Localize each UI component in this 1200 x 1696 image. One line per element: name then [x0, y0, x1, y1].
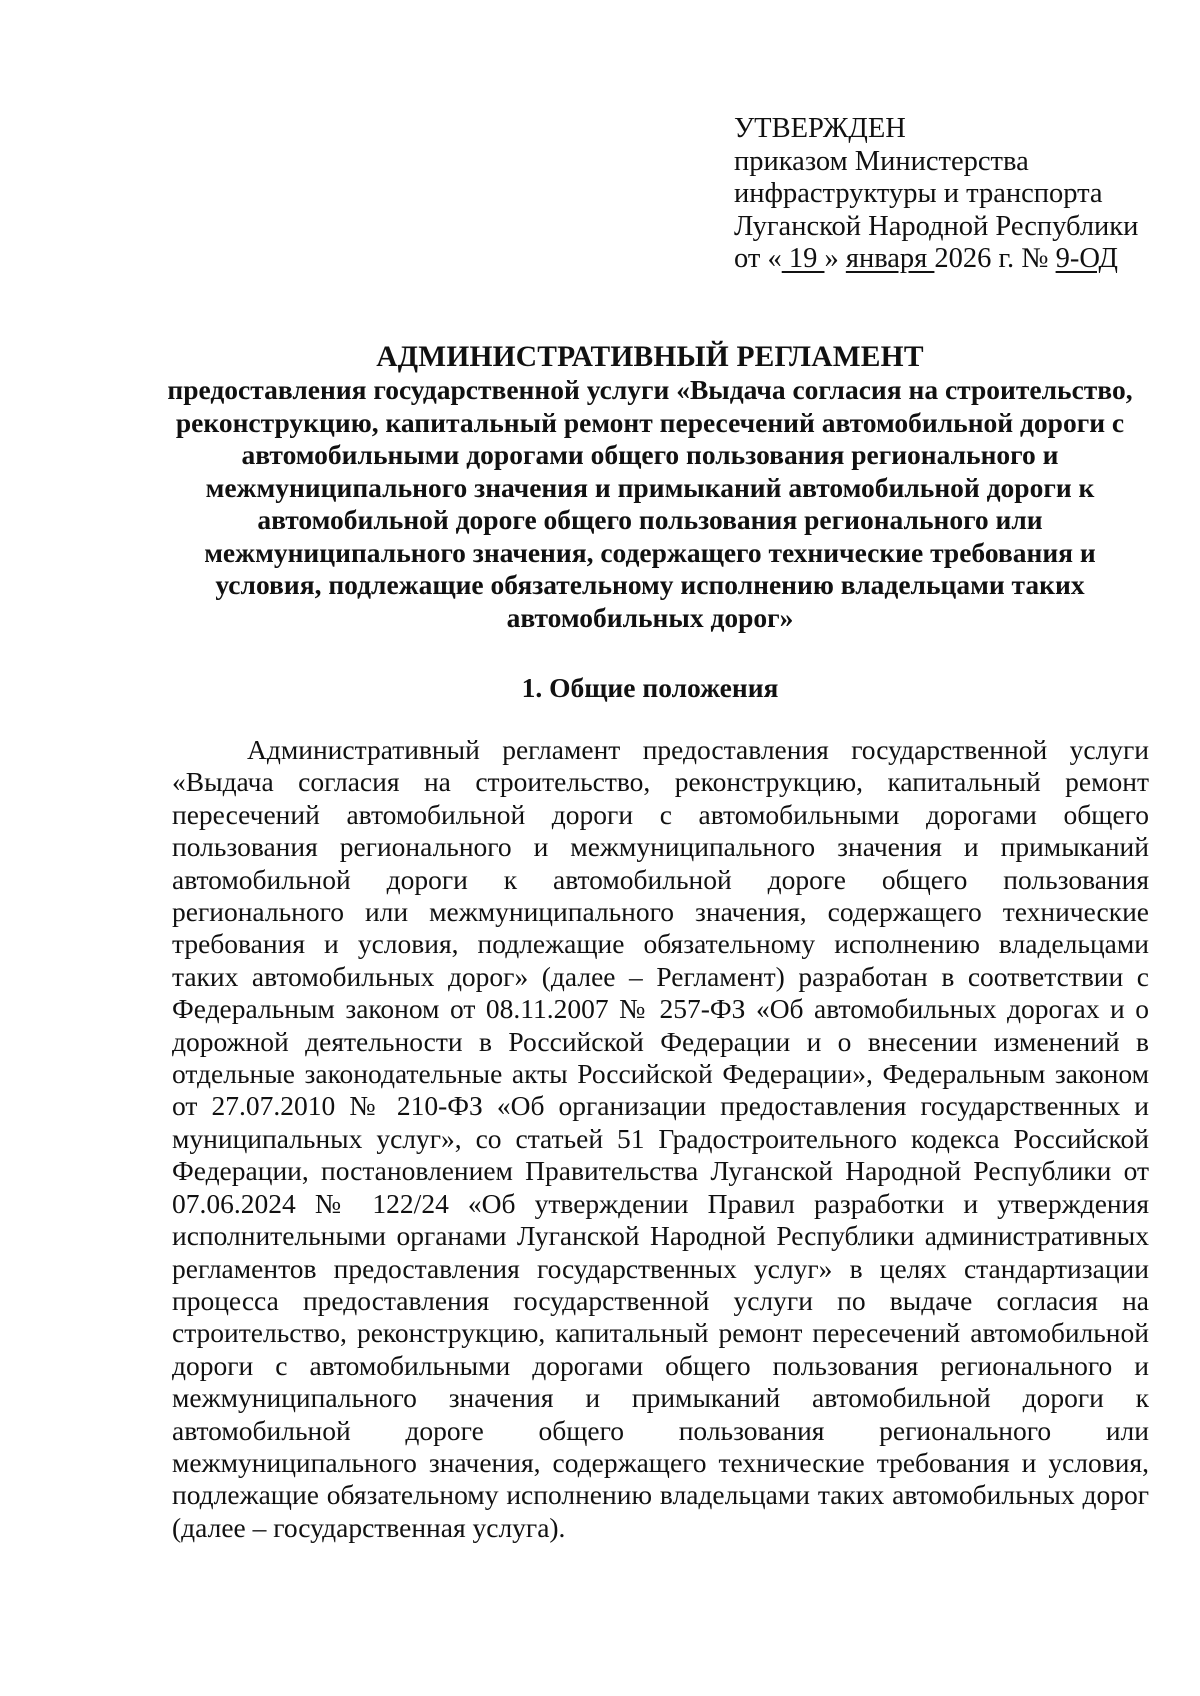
section-heading: 1. Общие положения [521, 672, 779, 703]
date-prefix: от « [734, 243, 782, 274]
approval-order-line: приказом Министерства [734, 145, 1029, 177]
approval-heading: УТВЕРЖДЕН [734, 113, 906, 144]
date-mid: » [824, 243, 846, 274]
date-year: 2026 г. № [934, 243, 1056, 274]
date-day: 19 [781, 243, 825, 274]
approval-ministry-line: инфраструктуры и транспорта [734, 178, 1103, 209]
date-month: января [845, 243, 935, 274]
approval-republic-line: Луганской Народной Республики [734, 210, 1139, 242]
document-title: АДМИНИСТРАТИВНЫЙ РЕГЛАМЕНТ [376, 341, 924, 373]
body-paragraph: Административный регламент предоставления государственной услуги «Выдача согласия на строительство, реконструкцию, капитальный ремонт пересечений автомобильной дороги с автомобильными дорогами общего пользования регионального и межмуниципального значения и примыканий автомобильной дороги к автомобильной дороге общего пользования регионального или межмуниципального значения, содержащего технические требования и условия, подлежащие обязательному исполнению владельцами таких автомобильных дорог» (далее – Регламент) разработан в соответствии с Федеральным законом от 08.11.2007 № 257-ФЗ «Об автомобильных дорогах и о дорожной деятельности в Российской Федерации и о внесении изменений в отдельные законодательные акты Российской Федерации», Федеральным законом от 27.07.2010 № 210-ФЗ «Об организации предоставления государственных и муниципальных услуг», со статьей 51 Градостроительного кодекса Российской Федерации, постановлением Правительства Луганской Народной Республики от 07.06.2024 № 122/24 «Об утверждении Правил разработки и утверждения исполнительными органами Луганской Народной Республики административных регламентов предоставления государственных услуг» в целях стандартизации процесса предоставления государственной услуги по выдаче согласия на строительство, реконструкцию, капитальный ремонт пересечений автомобильной дороги с автомобильными дорогами общего пользования регионального и межмуниципального значения и примыканий автомобильной дороги к автомобильной дороге общего пользования регионального или межмуниципального значения, содержащего технические требования и условия, подлежащие обязательному исполнению владельцами таких автомобильных дорог (далее – государственная услуга). [172, 734, 1149, 1543]
document-subtitle: предоставления государственной услуги «Выдача согласия на строительство, реконструкцию, капитальный ремонт пересечений автомобильной дороги с автомобильными дорогами общего пользования регионального и межмуниципального значения и примыканий автомобильной дороги к автомобильной дороге общего пользования регионального или межмуниципального значения, содержащего технические требования и условия, подлежащие обязательному исполнению владельцами таких автомобильных дорог» [167, 374, 1133, 633]
approval-stamp [734, 113, 1154, 276]
order-number: 9-ОД [1055, 243, 1118, 274]
document-title-block [160, 340, 1140, 634]
approval-date-line [734, 243, 1154, 276]
